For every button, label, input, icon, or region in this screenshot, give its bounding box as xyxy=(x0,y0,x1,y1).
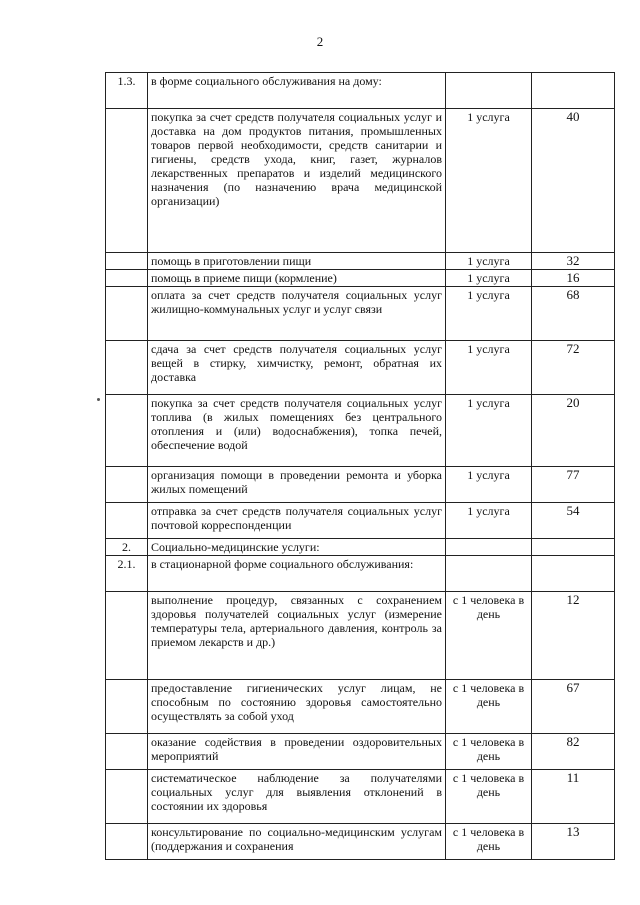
table-row xyxy=(106,270,615,287)
service-description: помощь в приеме пищи (кормление) xyxy=(148,270,446,287)
unit-of-service: с 1 человека в день xyxy=(446,770,532,824)
row-number: 2.1. xyxy=(106,556,148,592)
table-row xyxy=(106,109,615,253)
unit-of-service: с 1 человека в день xyxy=(446,824,532,860)
service-value xyxy=(532,556,615,592)
table-row xyxy=(106,824,615,860)
table-row xyxy=(106,253,615,270)
services-table xyxy=(105,72,615,860)
row-number xyxy=(106,253,148,270)
service-description: покупка за счет средств получателя социальных услуг топлива (в жилых помещениях без центрального отопления и (или) водоснабжения), топка печей, обеспечение водой xyxy=(148,395,446,467)
service-value: 16 xyxy=(532,270,615,287)
unit-of-service xyxy=(446,73,532,109)
service-value xyxy=(532,539,615,556)
row-number xyxy=(106,395,148,467)
service-description: систематическое наблюдение за получателями социальных услуг для выявления отклонений в состоянии их здоровья xyxy=(148,770,446,824)
scan-speck xyxy=(97,398,100,401)
service-description: в стационарной форме социального обслуживания: xyxy=(148,556,446,592)
service-value: 68 xyxy=(532,287,615,341)
row-number: 2. xyxy=(106,539,148,556)
unit-of-service: с 1 человека в день xyxy=(446,734,532,770)
unit-of-service xyxy=(446,556,532,592)
unit-of-service: 1 услуга xyxy=(446,467,532,503)
table-row xyxy=(106,680,615,734)
service-value: 11 xyxy=(532,770,615,824)
service-value: 82 xyxy=(532,734,615,770)
page-number: 2 xyxy=(316,34,324,49)
service-value: 20 xyxy=(532,395,615,467)
unit-of-service: 1 услуга xyxy=(446,503,532,539)
service-value: 67 xyxy=(532,680,615,734)
table-row xyxy=(106,556,615,592)
row-number xyxy=(106,770,148,824)
table-row xyxy=(106,467,615,503)
service-description: в форме социального обслуживания на дому: xyxy=(148,73,446,109)
unit-of-service: 1 услуга xyxy=(446,109,532,253)
unit-of-service: 1 услуга xyxy=(446,287,532,341)
table-row xyxy=(106,287,615,341)
unit-of-service: 1 услуга xyxy=(446,253,532,270)
row-number xyxy=(106,503,148,539)
service-description: организация помощи в проведении ремонта и уборка жилых помещений xyxy=(148,467,446,503)
service-description: Социально-медицинские услуги: xyxy=(148,539,446,556)
service-value: 12 xyxy=(532,592,615,680)
row-number xyxy=(106,734,148,770)
unit-of-service: 1 услуга xyxy=(446,395,532,467)
row-number xyxy=(106,341,148,395)
service-description: оплата за счет средств получателя социальных услуг жилищно-коммунальных услуг и услуг связи xyxy=(148,287,446,341)
unit-of-service xyxy=(446,539,532,556)
row-number xyxy=(106,592,148,680)
unit-of-service: с 1 человека в день xyxy=(446,680,532,734)
row-number xyxy=(106,287,148,341)
service-value xyxy=(532,73,615,109)
row-number xyxy=(106,467,148,503)
table-row xyxy=(106,734,615,770)
unit-of-service: с 1 человека в день xyxy=(446,592,532,680)
service-description: оказание содействия в проведении оздоровительных мероприятий xyxy=(148,734,446,770)
service-value: 13 xyxy=(532,824,615,860)
table-row xyxy=(106,592,615,680)
unit-of-service: 1 услуга xyxy=(446,270,532,287)
service-description: предоставление гигиенических услуг лицам, не способным по состоянию здоровья самостоятельно осуществлять за собой уход xyxy=(148,680,446,734)
service-description: консультирование по социально-медицинским услугам (поддержания и сохранения xyxy=(148,824,446,860)
service-value: 54 xyxy=(532,503,615,539)
row-number xyxy=(106,680,148,734)
row-number xyxy=(106,270,148,287)
service-description: сдача за счет средств получателя социальных услуг вещей в стирку, химчистку, ремонт, обратная их доставка xyxy=(148,341,446,395)
table-row xyxy=(106,395,615,467)
table-row xyxy=(106,503,615,539)
service-description: помощь в приготовлении пищи xyxy=(148,253,446,270)
row-number: 1.3. xyxy=(106,73,148,109)
table-row xyxy=(106,539,615,556)
row-number xyxy=(106,824,148,860)
table-row xyxy=(106,73,615,109)
unit-of-service: 1 услуга xyxy=(446,341,532,395)
row-number xyxy=(106,109,148,253)
table-row xyxy=(106,341,615,395)
service-description: выполнение процедур, связанных с сохранением здоровья получателей социальных услуг (измерение температуры тела, артериального давления, контроль за приемом лекарств и др.) xyxy=(148,592,446,680)
service-description: покупка за счет средств получателя социальных услуг и доставка на дом продуктов питания, промышленных товаров первой необходимости, средств санитарии и гигиены, средств ухода, книг, газет, журналов лекарственных препаратов и изделий медицинского назначения (по назначению врача медицинской организации) xyxy=(148,109,446,253)
service-value: 40 xyxy=(532,109,615,253)
service-value: 32 xyxy=(532,253,615,270)
service-description: отправка за счет средств получателя социальных услуг почтовой корреспонденции xyxy=(148,503,446,539)
table-row xyxy=(106,770,615,824)
service-value: 72 xyxy=(532,341,615,395)
service-value: 77 xyxy=(532,467,615,503)
services-table-body xyxy=(106,73,615,860)
